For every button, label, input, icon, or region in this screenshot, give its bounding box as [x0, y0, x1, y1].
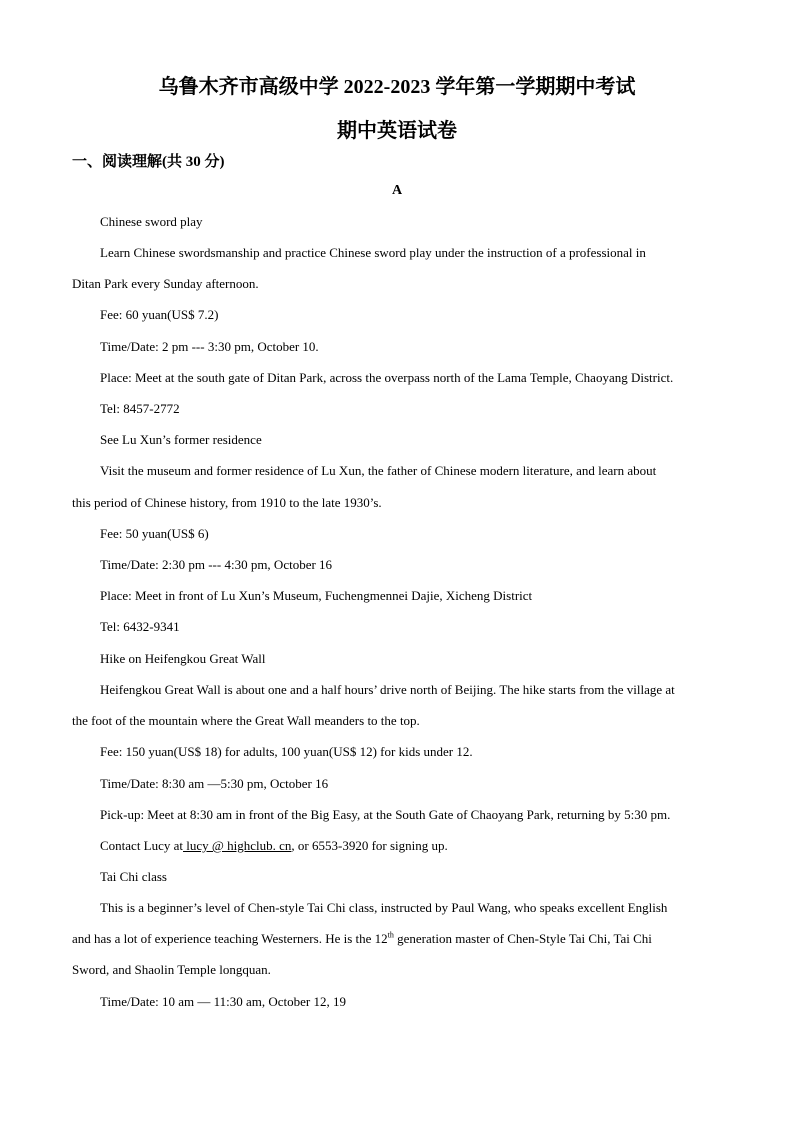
ad-description: Sword, and Shaolin Temple longquan.	[72, 962, 271, 977]
ad-title: Chinese sword play	[100, 214, 203, 229]
ad-time: Time/Date: 2 pm --- 3:30 pm, October 10.	[100, 339, 319, 354]
ad-title: See Lu Xun’s former residence	[100, 432, 262, 447]
passage-label: A	[391, 183, 403, 198]
ad-title: Hike on Heifengkou Great Wall	[100, 651, 266, 666]
ad-description: Visit the museum and former residence of Lu Xun, the father of Chinese modern literature, and learn about	[100, 463, 657, 478]
ad-place: Place: Meet in front of Lu Xun’s Museum, Fuchengmennei Dajie, Xicheng District	[100, 588, 533, 603]
ad-fee: Fee: 50 yuan(US$ 6)	[100, 526, 209, 541]
ordinal-suffix: th	[387, 930, 394, 940]
section-heading: 一、阅读理解(共 30 分)	[72, 154, 225, 170]
desc-text: generation master of Chen-Style Tai Chi, Tai Chi	[393, 931, 652, 946]
ad-tel: Tel: 6432-9341	[100, 619, 180, 634]
exam-subtitle: 期中英语试卷	[337, 120, 457, 142]
ad-description	[72, 931, 652, 947]
ad-pickup: Pick-up: Meet at 8:30 am in front of the Big Easy, at the South Gate of Chaoyang Park, returning by 5:30 pm.	[100, 807, 671, 822]
ad-fee: Fee: 60 yuan(US$ 7.2)	[100, 307, 219, 322]
contact-email-link[interactable]: lucy @ highclub. cn	[183, 838, 292, 853]
ad-title: Tai Chi class	[100, 869, 167, 884]
ad-contact	[100, 838, 448, 854]
ad-time: Time/Date: 2:30 pm --- 4:30 pm, October 16	[100, 557, 333, 572]
ad-place: Place: Meet at the south gate of Ditan Park, across the overpass north of the Lama Temple, Chaoyang District.	[100, 370, 674, 385]
ad-description: This is a beginner’s level of Chen-style Tai Chi class, instructed by Paul Wang, who speaks excellent English	[100, 900, 668, 915]
ad-time: Time/Date: 8:30 am —5:30 pm, October 16	[100, 776, 329, 791]
desc-text: and has a lot of experience teaching Westerners. He is the 12	[72, 931, 388, 946]
ad-description: this period of Chinese history, from 1910 to the late 1930’s.	[72, 495, 382, 510]
ad-description: Ditan Park every Sunday afternoon.	[72, 276, 259, 291]
contact-suffix: , or 6553-3920 for signing up.	[291, 838, 448, 853]
ad-time: Time/Date: 10 am — 11:30 am, October 12, 19	[100, 994, 347, 1009]
ad-description: Heifengkou Great Wall is about one and a half hours’ drive north of Beijing. The hike starts from the village at	[100, 682, 675, 697]
ad-description: Learn Chinese swordsmanship and practice Chinese sword play under the instruction of a professional in	[100, 245, 646, 260]
contact-prefix: Contact Lucy at	[100, 838, 184, 853]
ad-tel: Tel: 8457-2772	[100, 401, 180, 416]
ad-fee: Fee: 150 yuan(US$ 18) for adults, 100 yuan(US$ 12) for kids under 12.	[100, 744, 473, 759]
exam-title: 乌鲁木齐市高级中学 2022-2023 学年第一学期期中考试	[158, 76, 636, 98]
ad-description: the foot of the mountain where the Great Wall meanders to the top.	[72, 713, 420, 728]
